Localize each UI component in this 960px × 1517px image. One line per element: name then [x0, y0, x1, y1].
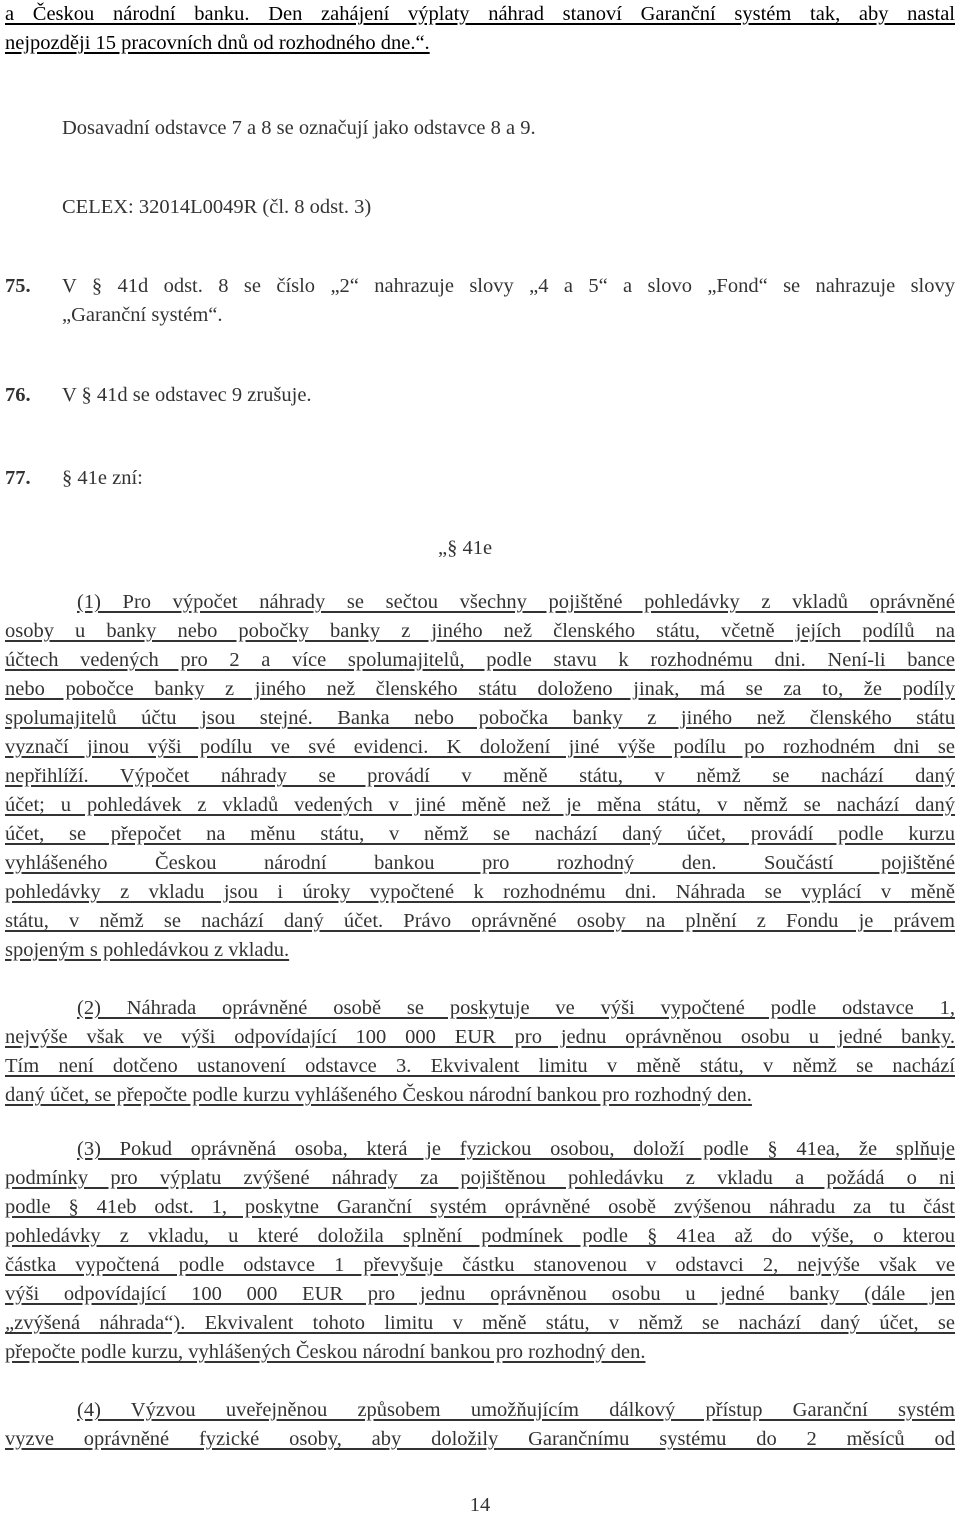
page-number: 14	[469, 1494, 491, 1516]
paragraph-3-line: podmínky pro výplatu zvýšené náhrady za pojištěnou pohledávku z vkladu a požádá o ni	[5, 1167, 955, 1189]
item-number-76: 76.	[5, 384, 31, 406]
paragraph-1-line: účet, se přepočet na měnu státu, v němž se nachází daný účet, provádí podle kurzu	[5, 823, 955, 845]
paragraph-3-line: pohledávky z vkladu, u které doložila splnění podmínek podle § 41ea až do výše, o kterou	[5, 1225, 955, 1247]
celex-reference: CELEX: 32014L0049R (čl. 8 odst. 3)	[62, 196, 372, 218]
paragraph-1-line: vyznačí jinou výši podílu ve své evidenci. K doložení jiné výše podílu po rozhodném dni se	[5, 736, 955, 758]
text-line: a Českou národní banku. Den zahájení výplaty náhrad stanoví Garanční systém tak, aby nastal	[5, 3, 955, 25]
paragraph-3-line: výši odpovídající 100 000 EUR pro jednu oprávněnou osobu u jedné banky (dále jen	[5, 1283, 955, 1305]
paragraph-1-line: státu, v němž se nachází daný účet. Právo oprávněné osoby na plnění z Fondu je právem	[5, 910, 955, 932]
text-line: Dosavadní odstavce 7 a 8 se označují jako odstavce 8 a 9.	[62, 117, 536, 139]
paragraph-2-line: daný účet, se přepočte podle kurzu vyhlášeného Českou národní bankou pro rozhodný den.	[5, 1084, 752, 1106]
paragraph-1-line: nepřihlíží. Výpočet náhrady se provádí v měně státu, v němž se nachází daný	[5, 765, 955, 787]
paragraph-4-line: (4) Výzvou uveřejněnou způsobem umožňujícím dálkový přístup Garanční systém	[77, 1399, 955, 1421]
paragraph-3-line: (3) Pokud oprávněná osoba, která je fyzickou osobou, doloží podle § 41ea, že splňuje	[77, 1138, 955, 1160]
paragraph-2-line: nejvýše však ve výši odpovídající 100 000 EUR pro jednu oprávněnou osobu u jedné banky.	[5, 1026, 955, 1048]
item-76-text: V § 41d se odstavec 9 zrušuje.	[62, 384, 312, 406]
paragraph-2-line: Tím není dotčeno ustanovení odstavce 3. Ekvivalent limitu v měně státu, v němž se nachází	[5, 1055, 955, 1077]
paragraph-1-line: (1) Pro výpočet náhrady se sečtou všechny pojištěné pohledávky z vkladů oprávněné	[77, 591, 955, 613]
paragraph-3-line: podle § 41eb odst. 1, poskytne Garanční systém oprávněné osobě zvýšenou náhradu za tu část	[5, 1196, 955, 1218]
text-line: nejpozději 15 pracovních dnů od rozhodného dne.“.	[5, 32, 430, 54]
item-number-75: 75.	[5, 275, 31, 297]
paragraph-1-line: spojeným s pohledávkou z vkladu.	[5, 939, 290, 961]
paragraph-1-line: vyhlášeného Českou národní bankou pro rozhodný den. Součástí pojištěné	[5, 852, 955, 874]
paragraph-1-line: účtech vedených pro 2 a více spolumajitelů, podle stavu k rozhodnému dni. Není-li bance	[5, 649, 955, 671]
paragraph-4-line: vyzve oprávněné fyzické osoby, aby doložily Garančnímu systému do 2 měsíců od	[5, 1428, 955, 1450]
paragraph-1-line: spolumajitelů účtu jsou stejné. Banka nebo pobočka banky z jiného než členského státu	[5, 707, 955, 729]
paragraph-1-line: osoby u banky nebo pobočky banky z jiného než členského státu, včetně jejích podílů na	[5, 620, 955, 642]
paragraph-3-line: přepočte podle kurzu, vyhlášených Českou národní bankou pro rozhodný den.	[5, 1341, 646, 1363]
paragraph-1-line: účet; u pohledávek z vkladů vedených v jiné měně než je měna státu, v němž se nachází daný	[5, 794, 955, 816]
paragraph-2-line: (2) Náhrada oprávněné osobě se poskytuje ve výši vypočtené podle odstavce 1,	[77, 997, 955, 1019]
item-75-text: V § 41d odst. 8 se číslo „2“ nahrazuje slovy „4 a 5“ a slovo „Fond“ se nahrazuje slovy	[62, 275, 955, 297]
section-heading: „§ 41e	[438, 537, 493, 559]
item-number-77: 77.	[5, 467, 31, 489]
paragraph-3-line: částka vypočtená podle odstavce 1 převyšuje částku stanovenou v odstavci 2, nejvýše však ve	[5, 1254, 955, 1276]
paragraph-1-line: pohledávky z vkladu jsou i úroky vypočtené k rozhodnému dni. Náhrada se vyplácí v měně	[5, 881, 955, 903]
item-75-text-cont: „Garanční systém“.	[62, 304, 223, 326]
paragraph-3-line: „zvýšená náhrada“). Ekvivalent tohoto limitu v měně státu, v němž se nachází daný účet, se	[5, 1312, 955, 1334]
item-77-text: § 41e zní:	[62, 467, 143, 489]
paragraph-1-line: nebo pobočce banky z jiného než členského státu doloženo jinak, má se za to, že podíly	[5, 678, 955, 700]
